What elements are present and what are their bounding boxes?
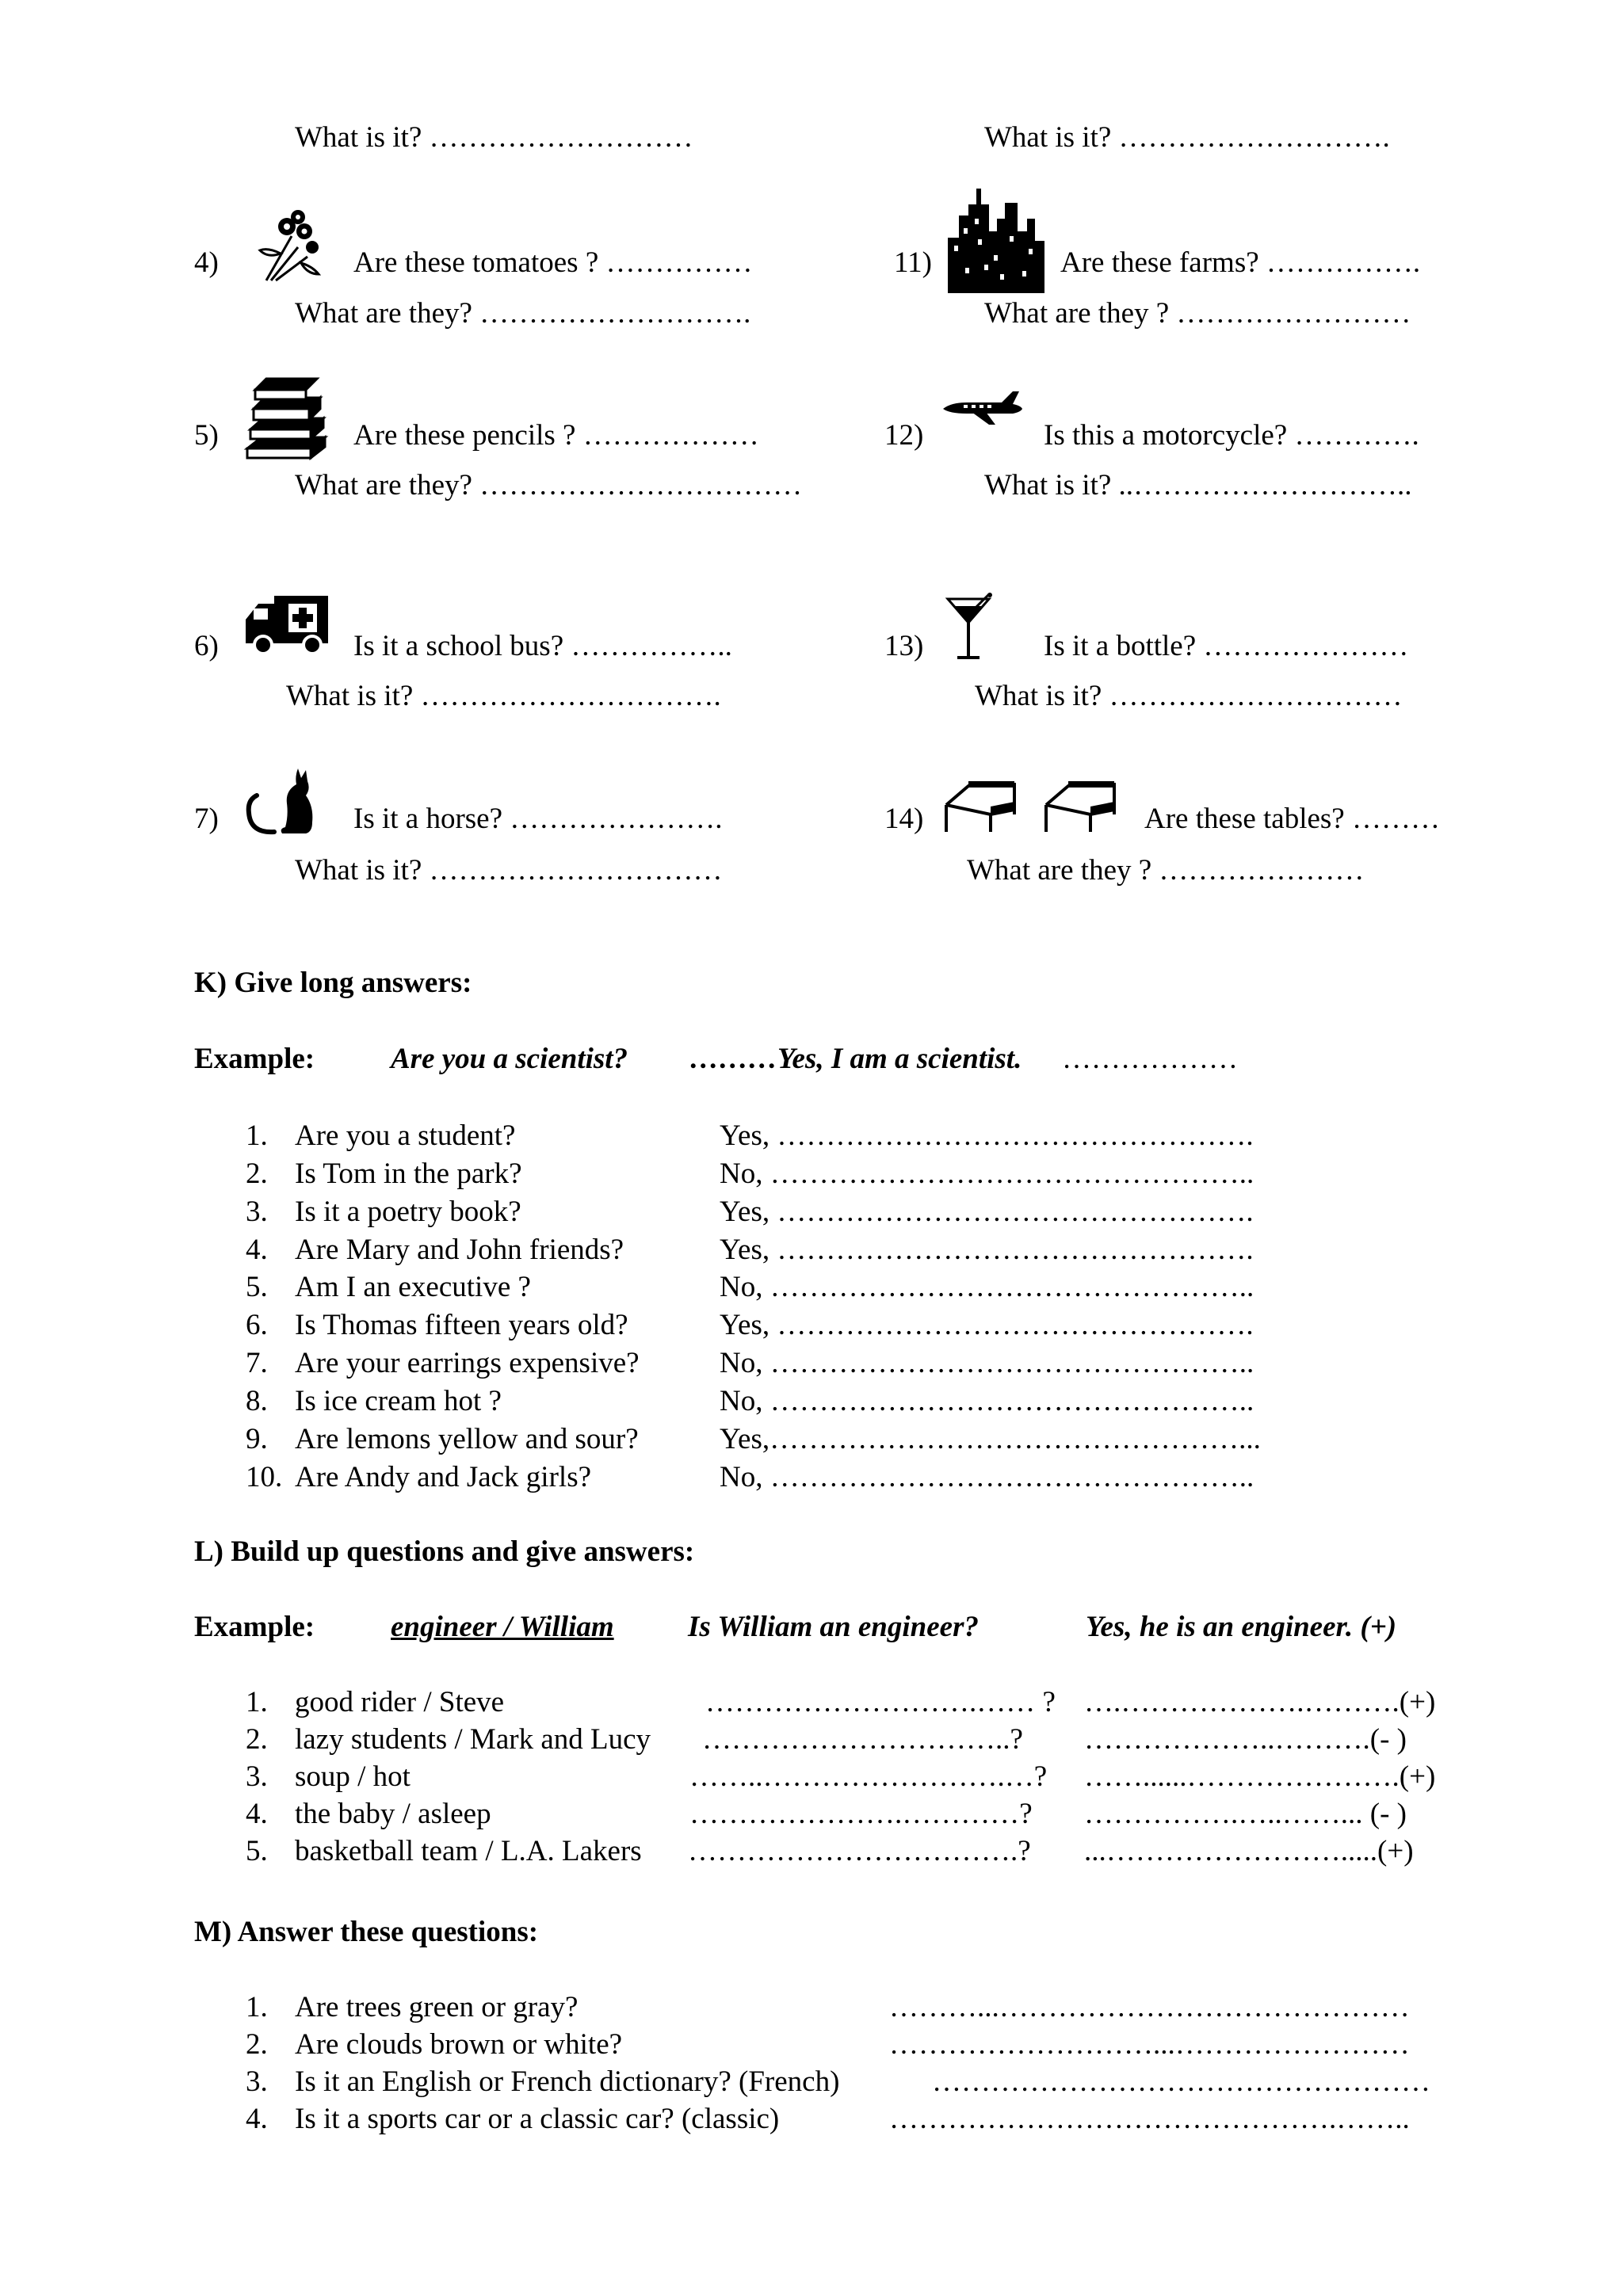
list-item-question: Is it a sports car or a classic car? (classic) xyxy=(295,2103,780,2135)
beds-icon xyxy=(941,770,1132,837)
item-number: 12) xyxy=(884,419,924,452)
cat-icon xyxy=(242,765,314,835)
list-item-question: Is it an English or French dictionary? (French) xyxy=(295,2065,840,2098)
item-number: 6) xyxy=(194,630,219,662)
list-item-question: Are Andy and Jack girls? xyxy=(295,1461,592,1493)
list-item-answer-line: …………….…..……... (- ) xyxy=(1084,1798,1407,1830)
list-item-number: 5. xyxy=(246,1271,268,1303)
list-item-prompt: basketball team / L.A. Lakers xyxy=(295,1835,642,1867)
list-item-question: Are you a student? xyxy=(295,1119,516,1152)
item-number: 5) xyxy=(194,419,219,452)
flowers-icon xyxy=(252,208,323,284)
section-l-heading: L) Build up questions and give answers: xyxy=(194,1535,695,1568)
item-number: 13) xyxy=(884,630,924,662)
section-k-example-answer: ………Yes, I am a scientist. xyxy=(689,1043,1022,1075)
list-item-number: 4. xyxy=(246,2103,268,2135)
item-question: Is it a horse? …………………. xyxy=(353,803,723,835)
item-question: Is it a school bus? …………….. xyxy=(353,630,732,662)
item-number: 7) xyxy=(194,803,219,835)
section-k-example-label: Example: xyxy=(194,1043,315,1075)
list-item-answer-line: Yes,…………………………………………... xyxy=(720,1423,1261,1455)
item-answer-line: What is it? ..……………………….. xyxy=(984,469,1412,502)
list-item-question: Is it a poetry book? xyxy=(295,1196,521,1228)
section-k-heading: K) Give long answers: xyxy=(194,967,472,999)
item-number: 4) xyxy=(194,246,219,279)
list-item-question: Are clouds brown or white? xyxy=(295,2028,623,2061)
list-item-number: 8. xyxy=(246,1385,268,1417)
list-item-answer-line: Yes, …………………………………………. xyxy=(720,1309,1254,1341)
section-l-example-prompt: engineer / William xyxy=(391,1611,614,1643)
section-l-example-answer: Yes, he is an engineer. (+) xyxy=(1086,1611,1397,1643)
item-answer-line: What is it? ………………………… xyxy=(295,854,723,887)
item-answer-line: What are they ? ………………… xyxy=(967,854,1365,887)
section-k-example-question: Are you a scientist? xyxy=(391,1043,628,1075)
list-item-answer-line: No, ………………………………………….. xyxy=(720,1347,1254,1379)
list-item-number: 2. xyxy=(246,1158,268,1190)
glass-icon xyxy=(945,593,995,661)
list-item-number: 3. xyxy=(246,1760,268,1793)
list-item-answer-line: ………...…………………………………… xyxy=(889,1991,1410,2023)
item-question: Is this a motorcycle? …………. xyxy=(1044,419,1419,452)
list-item-answer-line: …………………………………………… xyxy=(932,2065,1430,2098)
item-question: Are these tables? ……… xyxy=(1144,803,1440,835)
section-l-example-label: Example: xyxy=(194,1611,315,1643)
list-item-question: Are trees green or gray? xyxy=(295,1991,579,2023)
list-item-answer-line: ………………..……….(- ) xyxy=(1084,1723,1407,1756)
list-item-answer-line: ……......………………….(+) xyxy=(1084,1760,1436,1793)
list-item-number: 3. xyxy=(246,1196,268,1228)
list-item-answer-line: No, ………………………………………….. xyxy=(720,1385,1254,1417)
books-icon xyxy=(242,372,330,461)
item-answer-line: What are they? ………………………. xyxy=(295,297,751,330)
list-item-question: Am I an executive ? xyxy=(295,1271,531,1303)
list-item-answer-line: No, ………………………………………….. xyxy=(720,1271,1254,1303)
item-answer-line: What is it? ………………………… xyxy=(975,680,1403,712)
list-item-number: 2. xyxy=(246,1723,268,1756)
list-item-number: 3. xyxy=(246,2065,268,2098)
list-item-answer-line: No, ………………………………………….. xyxy=(720,1158,1254,1190)
list-item-question: Is Thomas fifteen years old? xyxy=(295,1309,628,1341)
section-k-example-tail: ……………… xyxy=(1062,1043,1238,1075)
list-item-prompt: the baby / asleep xyxy=(295,1798,491,1830)
list-item-prompt: good rider / Steve xyxy=(295,1686,505,1718)
list-item-number: 2. xyxy=(246,2028,268,2061)
item-answer-line: What are they? …………………………… xyxy=(295,469,803,502)
list-item-answer-line: ….……………….……….(+) xyxy=(1084,1686,1436,1718)
section-l-example-question: Is William an engineer? xyxy=(688,1611,979,1643)
list-item-answer-line: No, ………………………………………….. xyxy=(720,1461,1254,1493)
list-item-number: 4. xyxy=(246,1798,268,1830)
list-item-question: Are Mary and John friends? xyxy=(295,1234,624,1266)
top-right-what-line: What is it? ………………………. xyxy=(984,121,1390,154)
list-item-number: 9. xyxy=(246,1423,268,1455)
list-item-number: 5. xyxy=(246,1835,268,1867)
item-question: Are these farms? ……………. xyxy=(1060,246,1421,279)
list-item-answer-line: Yes, …………………………………………. xyxy=(720,1196,1254,1228)
item-answer-line: What are they ? …………………… xyxy=(984,297,1411,330)
item-question: Is it a bottle? ………………… xyxy=(1044,630,1409,662)
item-question: Are these tomatoes ? …………… xyxy=(353,246,753,279)
list-item-number: 6. xyxy=(246,1309,268,1341)
list-item-number: 1. xyxy=(246,1686,268,1718)
item-question: Are these pencils ? ……………… xyxy=(353,419,759,452)
list-item-number: 10. xyxy=(246,1461,283,1493)
list-item-answer-line: Yes, …………………………………………. xyxy=(720,1234,1254,1266)
buildings-icon xyxy=(946,189,1046,293)
list-item-question: Is ice cream hot ? xyxy=(295,1385,502,1417)
list-item-question-line: …………………………….? xyxy=(688,1835,1031,1867)
list-item-number: 7. xyxy=(246,1347,268,1379)
ambulance-icon xyxy=(242,593,331,656)
list-item-number: 1. xyxy=(246,1991,268,2023)
list-item-answer-line: Yes, …………………………………………. xyxy=(720,1119,1254,1152)
airplane-icon xyxy=(940,388,1029,429)
top-left-what-line: What is it? ……………………… xyxy=(295,121,693,154)
item-number: 14) xyxy=(884,803,924,835)
list-item-answer-line: ………………………...…………………… xyxy=(889,2028,1410,2061)
list-item-answer-line: ……………………………………….…….. xyxy=(889,2103,1410,2135)
list-item-question: Is Tom in the park? xyxy=(295,1158,522,1190)
list-item-question-line: ……………………….…… ? xyxy=(705,1686,1056,1718)
list-item-question-line: ………………….…………? xyxy=(689,1798,1033,1830)
section-m-heading: M) Answer these questions: xyxy=(194,1916,539,1948)
list-item-answer-line: ...…………………….....(+) xyxy=(1084,1835,1414,1867)
list-item-question: Are lemons yellow and sour? xyxy=(295,1423,639,1455)
item-answer-line: What is it? …………………………. xyxy=(286,680,721,712)
list-item-question-line: ……..…………………….…? xyxy=(689,1760,1048,1793)
list-item-question-line: …………………………..? xyxy=(702,1723,1023,1756)
item-number: 11) xyxy=(894,246,932,279)
list-item-question: Are your earrings expensive? xyxy=(295,1347,640,1379)
list-item-prompt: soup / hot xyxy=(295,1760,411,1793)
list-item-prompt: lazy students / Mark and Lucy xyxy=(295,1723,651,1756)
list-item-number: 4. xyxy=(246,1234,268,1266)
list-item-number: 1. xyxy=(246,1119,268,1152)
